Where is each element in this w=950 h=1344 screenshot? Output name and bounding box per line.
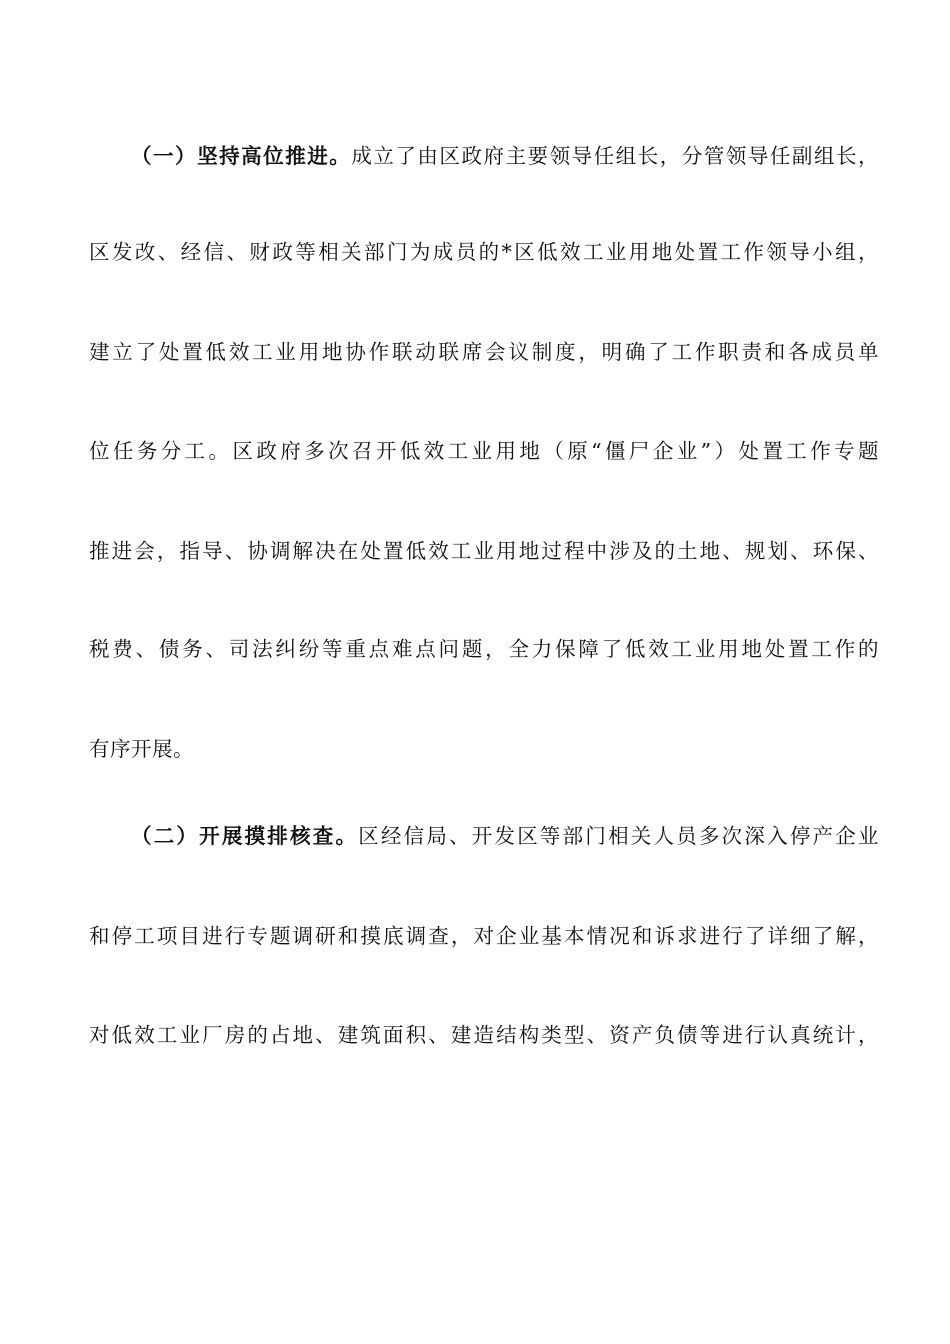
- paragraph-1-line-2: 区发改、经信、财政等相关部门为成员的*区低效工业用地处置工作领导小组，: [89, 240, 879, 264]
- paragraph-1-line-5: 推进会，指导、协调解决在处置低效工业用地过程中涉及的土地、规划、环保、: [89, 539, 879, 563]
- paragraph-2-heading: （二）开展摸排核查。: [131, 824, 359, 848]
- paragraph-1-line-3: 建立了处置低效工业用地协作联动联席会议制度，明确了工作职责和各成员单: [89, 340, 879, 364]
- paragraph-2-line-1: [131, 821, 879, 851]
- paragraph-1-line-1: [131, 141, 879, 171]
- paragraph-1-line-6: 税费、债务、司法纠纷等重点难点问题，全力保障了低效工业用地处置工作的: [89, 637, 879, 661]
- paragraph-1-text: 成立了由区政府主要领导任组长，分管领导任副组长，: [351, 144, 880, 168]
- paragraph-1-line-4: 位任务分工。区政府多次召开低效工业用地（原“僵尸企业”）处置工作专题: [89, 439, 879, 463]
- paragraph-2-line-3: 对低效工业厂房的占地、建筑面积、建造结构类型、资产负债等进行认真统计，: [89, 1023, 879, 1047]
- paragraph-2-line-2: 和停工项目进行专题调研和摸底调查，对企业基本情况和诉求进行了详细了解，: [89, 924, 879, 948]
- paragraph-1-line-7: 有序开展。: [89, 737, 194, 761]
- paragraph-1-heading: （一）坚持高位推进。: [131, 144, 352, 168]
- paragraph-2-text: 区经信局、开发区等部门相关人员多次深入停产企业: [358, 824, 879, 848]
